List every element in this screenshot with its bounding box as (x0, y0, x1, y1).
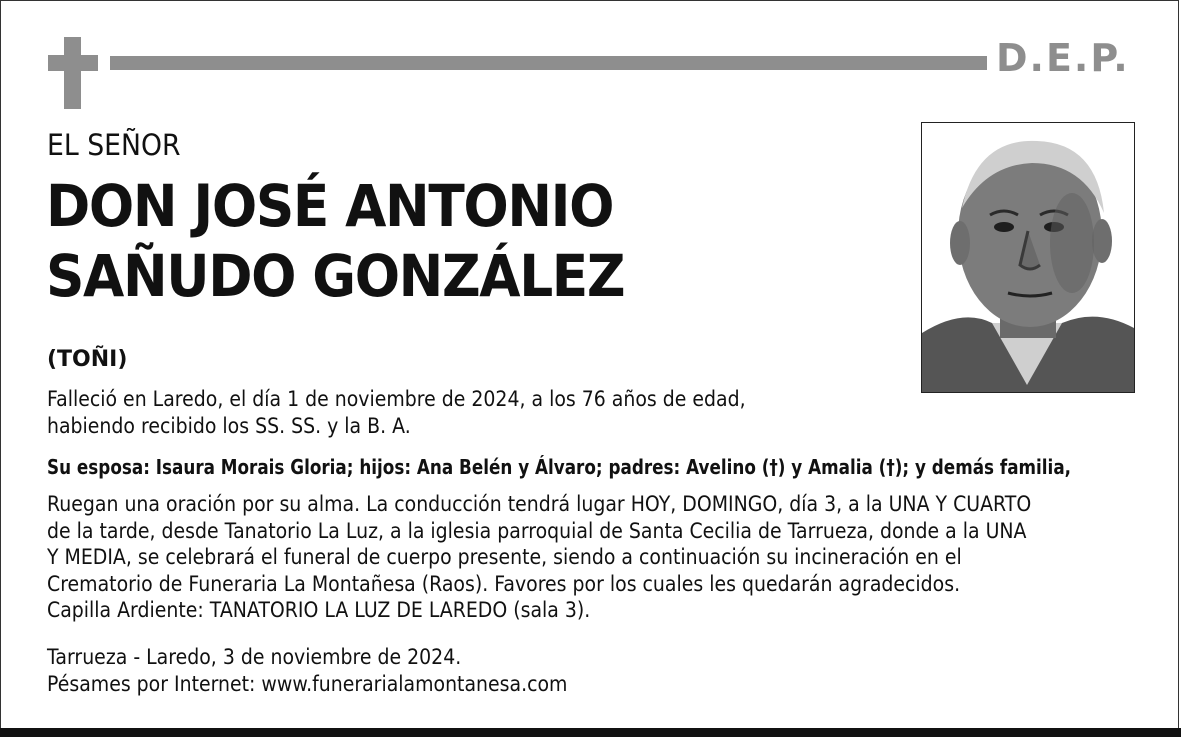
death-notice: Falleció en Laredo, el día 1 de noviembre de 2024, a los 76 años de edad, habiendo recibido los SS. SS. y la B. A. (47, 387, 746, 438)
deceased-name (46, 171, 624, 311)
honorific: EL SEÑOR (47, 128, 181, 162)
dep-label: D.E.P. (996, 36, 1130, 80)
cross-icon (48, 37, 98, 109)
nickname: (TOÑI) (47, 347, 128, 372)
place-date: Tarrueza - Laredo, 3 de noviembre de 2024. (47, 645, 462, 669)
name-line-1: DON JOSÉ ANTONIO (46, 172, 614, 240)
ceremony-details: Ruegan una oración por su alma. La conducción tendrá lugar HOY, DOMINGO, día 3, a la UNA Y CUARTO de la tarde, desde Tanatorio La Luz, a la iglesia parroquial de Santa Cecilia de Tarrueza, donde a la UNA Y MEDIA, se celebrará el funeral de cuerpo presente, siendo a continuación su incineración en el Crematorio de Funeraria La Montañesa (Raos). Favores por los cuales les quedarán agradecidos. Capilla Ardiente: TANATORIO LA LUZ DE LAREDO (sala 3). (47, 492, 1032, 622)
portrait-photo (921, 122, 1135, 393)
bottom-rule (0, 728, 1181, 737)
condolences-line: Pésames por Internet: www.funerarialamontanesa.com (47, 672, 568, 696)
name-line-2: SAÑUDO GONZÁLEZ (46, 242, 625, 310)
header-rule (110, 56, 987, 70)
family-list: Su esposa: Isaura Morais Gloria; hijos: Ana Belén y Álvaro; padres: Avelino (†) y Amalia (†); y demás familia, (47, 455, 1072, 479)
